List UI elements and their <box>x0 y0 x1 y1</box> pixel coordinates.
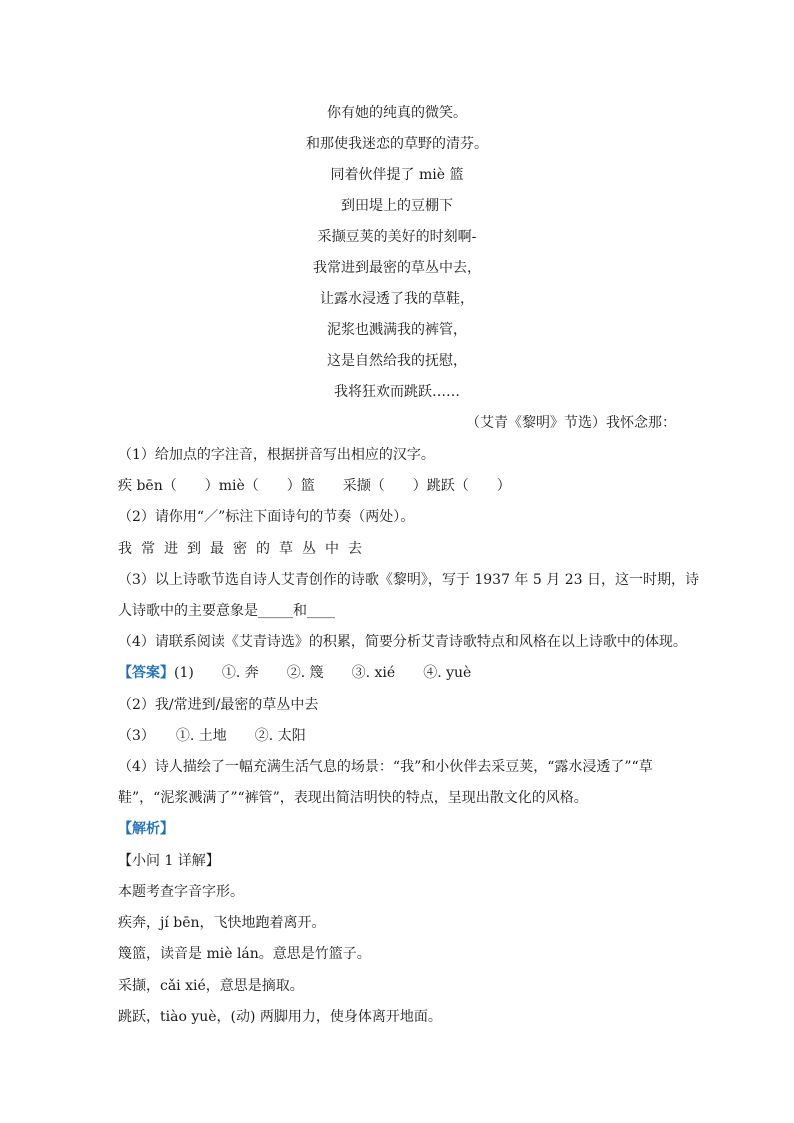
poem-line-8: 泥浆也溅满我的裤管， <box>327 322 467 338</box>
question-2: （2）请你用“／”标注下面诗句的节奏（两处）。 <box>118 509 415 525</box>
answer-label: 【答案】 <box>118 665 174 681</box>
analysis-paragraph-4: 采撷，cǎi xié，意思是摘取。 <box>118 978 304 994</box>
question-1-items: 疾 bēn（ ）miè（ ）篮 采撷（ ）跳跃（ ） <box>118 478 511 494</box>
analysis-subheading: 【小问 1 详解】 <box>118 853 220 869</box>
poem-line-6: 我常进到最密的草丛中去， <box>313 260 481 276</box>
analysis-paragraph-2: 疾奔，jí bēn，飞快地跑着离开。 <box>118 915 326 931</box>
answer-1-row <box>118 663 471 683</box>
poem-line-9: 这是自然给我的抚慰， <box>327 353 467 369</box>
analysis-paragraph-1: 本题考查字音字形。 <box>118 884 244 900</box>
answer-2: （2）我/常进到/最密的草丛中去 <box>118 697 319 713</box>
answer-4-line-b: 鞋”，“泥浆溅满了”“裤管”，表现出简洁明快的特点，呈现出散文化的风格。 <box>118 790 588 806</box>
question-3-line-b: 人诗歌中的主要意象是_____和____ <box>118 603 335 619</box>
question-2-line: 我常进到最密的草丛中去 <box>118 541 371 557</box>
poem-line-2: 和那使我迷恋的草野的清芬。 <box>306 136 488 152</box>
poem-source: （艾青《黎明》节选）我怀念那： <box>466 415 676 431</box>
analysis-paragraph-3: 篾篮，读音是 miè lán。意思是竹篮子。 <box>118 946 371 962</box>
analysis-label: 【解析】 <box>118 821 174 837</box>
poem-line-4: 到田堤上的豆棚下 <box>341 198 453 214</box>
answer-4-line-a: （4）诗人描绘了一幅充满生活气息的场景：“我”和小伙伴去采豆荚，“露水浸透了”“草 <box>118 759 653 775</box>
question-4: （4）请联系阅读《艾青诗选》的积累，简要分析艾青诗歌特点和风格在以上诗歌中的体现。 <box>118 634 687 650</box>
question-3-line-a: （3）以上诗歌节选自诗人艾青创作的诗歌《黎明》，写于 1937 年 5 月 23 日，这一时期，诗 <box>118 572 699 588</box>
poem-line-10: 我将狂欢而跳跃…… <box>334 384 460 400</box>
poem-line-7: 让露水浸透了我的草鞋， <box>320 291 474 307</box>
answer-1: (1) ①. 奔 ②. 篾 ③. xié ④. yuè <box>174 665 472 681</box>
poem-line-5: 采撷豆荚的美好的时刻啊- <box>317 229 477 245</box>
analysis-paragraph-5: 跳跃，tiào yuè，(动) 两脚用力，使身体离开地面。 <box>118 1009 442 1025</box>
question-1: （1）给加点的字注音，根据拼音写出相应的汉字。 <box>118 447 435 463</box>
poem-line-3: 同着伙伴提了 miè 篮 <box>330 167 464 183</box>
answer-3: （3） ①. 土地 ②. 太阳 <box>118 728 306 744</box>
poem-line-1: 你有她的纯真的微笑。 <box>327 105 467 121</box>
